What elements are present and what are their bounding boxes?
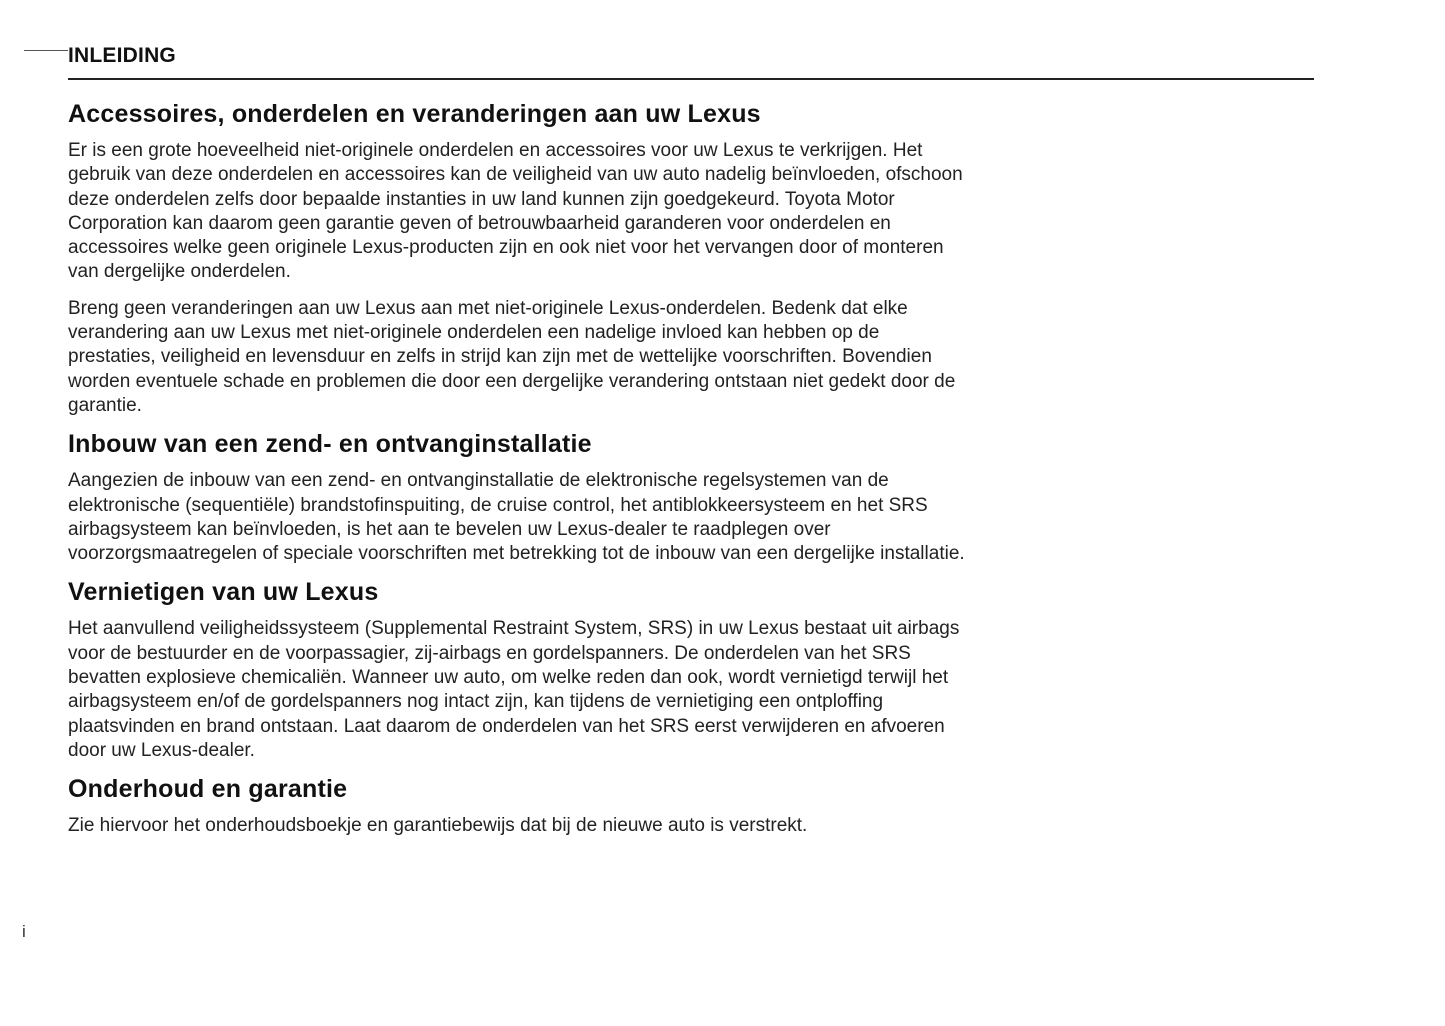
section-paragraph: Er is een grote hoeveelheid niet-originele onderdelen en accessoires voor uw Lexus te verkrijgen. Het gebruik van deze onderdelen en accessoires kan de veiligheid van uw auto nadelig beïnvloeden, ofschoon deze onderdelen zelfs door bepaalde instanties in uw land kunnen zijn goedgekeurd. Toyota Motor Corporation kan daarom geen garantie geven of betrouwbaarheid garanderen voor onderdelen en accessoires welke geen originele Lexus-producten zijn en ook niet voor het vervangen door of monteren van dergelijke onderdelen. <box>68 140 963 283</box>
page-number: i <box>22 922 26 941</box>
section-paragraph: Het aanvullend veiligheidssysteem (Supplemental Restraint System, SRS) in uw Lexus bestaat uit airbags voor de bestuurder en de voorpassagier, zij-airbags en gordelspanners. De onderdelen van het SRS bevatten explosieve chemicaliën. Wanneer uw auto, om welke reden dan ook, wordt vernietigd terwijl het airbagsysteem en/of de gordelspanners nog intact zijn, kan tijdens de vernietiging een ontploffing plaatsvinden en brand ontstaan. Laat daarom de onderdelen van het SRS eerst verwijderen en afvoeren door uw Lexus-dealer. <box>68 618 960 761</box>
section-paragraph: Zie hiervoor het onderhoudsboekje en garantiebewijs dat bij de nieuwe auto is verstrekt. <box>68 815 808 837</box>
header-tick-mark <box>24 50 68 51</box>
section-heading: Inbouw van een zend- en ontvanginstallatie <box>68 430 592 459</box>
page-content <box>68 100 968 851</box>
section-onderhoud <box>68 775 968 838</box>
section-inbouw <box>68 430 968 566</box>
header-divider <box>68 78 1314 80</box>
section-paragraph: Breng geen veranderingen aan uw Lexus aan met niet-originele Lexus-onderdelen. Bedenk dat elke verandering aan uw Lexus met niet-originele onderdelen een nadelige invloed kan hebben op de prestaties, veiligheid en levensduur en zelfs in strijd kan zijn met de wettelijke voorschriften. Bovendien worden eventuele schade en problemen die door een dergelijke verandering ontstaan niet gedekt door de garantie. <box>68 297 956 416</box>
section-paragraph: Aangezien de inbouw van een zend- en ontvanginstallatie de elektronische regelsystemen van de elektronische (sequentiële) brandstofinspuiting, de cruise control, het antiblokkeersysteem en het SRS airbagsysteem kan beïnvloeden, is het aan te bevelen uw Lexus-dealer te raadplegen over voorzorgsmaatregelen of speciale voorschriften met betrekking tot de inbouw van een dergelijke installatie. <box>68 470 965 565</box>
section-heading: Accessoires, onderdelen en veranderingen aan uw Lexus <box>68 100 761 128</box>
section-heading: Vernietigen van uw Lexus <box>68 578 379 607</box>
section-heading: Onderhoud en garantie <box>68 775 348 804</box>
section-accessoires <box>68 100 968 418</box>
section-vernietigen <box>68 578 968 763</box>
chapter-header: INLEIDING <box>68 44 176 67</box>
